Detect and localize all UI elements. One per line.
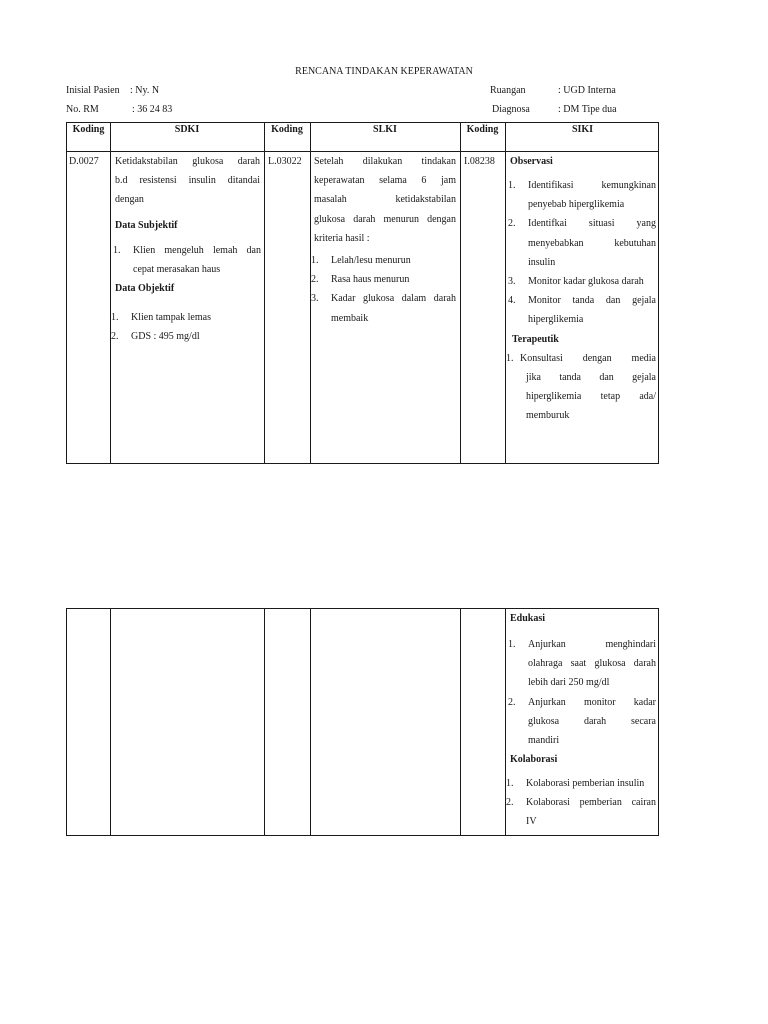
- column-divider: [110, 123, 111, 463]
- slki-code: L.03022: [268, 156, 302, 167]
- observation-title: Observasi: [510, 156, 553, 167]
- education-list: [508, 635, 656, 769]
- list-text-line: insulin: [528, 256, 556, 268]
- care-plan-table: [66, 122, 659, 464]
- diagnosis-value: : DM Tipe dua: [558, 104, 617, 115]
- list-item: [506, 793, 656, 831]
- list-item: [508, 291, 656, 329]
- observation-list: [508, 176, 656, 426]
- list-text-line: memburuk: [526, 410, 570, 422]
- list-text-line: Anjurkan menghindari: [528, 639, 656, 650]
- sdki-cell: [115, 152, 260, 235]
- list-item: [311, 289, 456, 327]
- list-item: [508, 635, 656, 693]
- slki-intro-line: kriteria hasil :: [314, 232, 370, 244]
- collaboration-list: [506, 774, 656, 832]
- column-divider: [310, 609, 311, 835]
- patient-initial-label: Inisial Pasien: [66, 85, 120, 96]
- header-siki: SIKI: [571, 124, 594, 135]
- therapeutic-title: Terapeutik: [512, 333, 559, 345]
- header-koding-sdki: Koding: [72, 124, 105, 135]
- collaboration-title: Kolaborasi: [510, 754, 558, 766]
- list-number: 2.: [508, 696, 516, 708]
- slki-intro-line: glukosa darah menurun dengan: [314, 213, 456, 225]
- list-item: [506, 774, 656, 793]
- sdki-diagnosis-line: b.d resistensi insulin ditandai: [115, 175, 260, 187]
- list-number: 1.: [506, 352, 514, 364]
- subjective-data-title: Data Subjektif: [115, 219, 178, 231]
- list-number: 2.: [311, 274, 319, 286]
- sdki-diagnosis-line: Ketidakstabilan glukosa darah: [115, 156, 260, 167]
- list-text-line: Monitor tanda dan gejala: [528, 295, 656, 307]
- medical-record-label: No. RM: [66, 104, 99, 115]
- list-text-line: Monitor kadar glukosa darah: [528, 276, 644, 288]
- column-divider: [264, 123, 265, 463]
- diagnosis-label: Diagnosa: [492, 104, 530, 115]
- column-divider: [264, 609, 265, 835]
- objective-data-title: Data Objektif: [115, 283, 175, 294]
- care-plan-table-continued: [66, 608, 659, 836]
- column-divider: [110, 609, 111, 835]
- list-item: [311, 251, 456, 270]
- list-text-line: IV: [526, 816, 537, 828]
- objective-list: [111, 308, 261, 346]
- list-text-line: Rasa haus menurun: [331, 274, 410, 286]
- list-item: [311, 270, 456, 289]
- list-text-line: Klien tampak lemas: [131, 312, 211, 323]
- list-number: 1.: [506, 778, 514, 789]
- list-item: [508, 176, 656, 214]
- column-divider: [460, 123, 461, 463]
- list-number: 4.: [508, 295, 516, 307]
- list-number: 1.: [508, 639, 516, 650]
- list-text-line: hiperglikemia: [528, 314, 584, 326]
- list-item: [113, 241, 261, 279]
- list-text-line: jika tanda dan gejala: [526, 372, 656, 384]
- list-number: 1.: [111, 312, 119, 323]
- list-text-line: GDS : 495 mg/dl: [131, 331, 200, 343]
- sdki-diagnosis-line: dengan: [115, 194, 144, 206]
- list-item: [111, 308, 261, 327]
- list-text-line: menyebabkan kebutuhan: [528, 237, 656, 249]
- list-number: 3.: [311, 293, 319, 305]
- slki-intro-line: Setelah dilakukan tindakan: [314, 156, 456, 167]
- list-text-line: penyebab hiperglikemia: [528, 199, 625, 211]
- list-text-line: membaik: [331, 312, 369, 324]
- medical-record-value: : 36 24 83: [132, 104, 173, 115]
- list-text-line: mandiri: [528, 735, 560, 747]
- header-koding-siki: Koding: [466, 124, 499, 135]
- list-number: 1.: [508, 180, 516, 191]
- list-text-line: Klien mengeluh lemah dan: [133, 245, 261, 256]
- header-slki: SLKI: [373, 124, 397, 135]
- list-text-line: glukosa darah secara: [528, 715, 656, 727]
- list-number: 2.: [111, 331, 119, 343]
- list-number: 2.: [506, 797, 514, 809]
- slki-cell: [314, 152, 456, 248]
- list-item: [508, 693, 656, 751]
- list-text-line: Identifikasi kemungkinan: [528, 180, 656, 191]
- list-text-line: Kolaborasi pemberian cairan: [526, 797, 656, 809]
- patient-initial-value: : Ny. N: [130, 85, 160, 96]
- room-label: Ruangan: [490, 85, 526, 96]
- header-sdki: SDKI: [174, 124, 200, 135]
- list-number: 1.: [311, 255, 319, 266]
- list-item: [111, 327, 261, 346]
- list-item: [506, 349, 656, 426]
- list-text-line: cepat merasakan haus: [133, 264, 221, 276]
- list-text-line: Lelah/lesu menurun: [331, 255, 411, 266]
- header-koding-slki: Koding: [271, 124, 303, 135]
- slki-intro-line: keperawatan selama 6 jam: [314, 175, 456, 187]
- subjective-list: [113, 241, 261, 279]
- list-text-line: Anjurkan monitor kadar: [528, 696, 656, 708]
- column-divider: [460, 609, 461, 835]
- list-text-line: Kolaborasi pemberian insulin: [526, 778, 645, 789]
- list-number: 3.: [508, 276, 516, 288]
- list-item: [508, 214, 656, 272]
- siki-code: I.08238: [464, 156, 495, 167]
- list-text-line: lebih dari 250 mg/dl: [528, 677, 610, 689]
- list-text-line: hiperglikemia tetap ada/: [526, 391, 656, 403]
- room-value: : UGD Interna: [558, 85, 616, 96]
- list-item: [508, 272, 656, 291]
- list-number: 2.: [508, 218, 516, 230]
- education-title: Edukasi: [510, 613, 546, 624]
- list-text-line: olahraga saat glukosa darah: [528, 658, 656, 670]
- list-number: 1.: [113, 245, 121, 256]
- sdki-code: D.0027: [69, 156, 99, 167]
- document-title: RENCANA TINDAKAN KEPERAWATAN: [295, 66, 473, 77]
- list-text-line: Kadar glukosa dalam darah: [331, 293, 456, 305]
- slki-intro-line: masalah ketidakstabilan: [314, 194, 456, 206]
- list-text-line: Identifkai situasi yang: [528, 218, 656, 230]
- list-text-line: Konsultasi dengan media: [520, 352, 656, 364]
- slki-criteria-list: [311, 251, 456, 328]
